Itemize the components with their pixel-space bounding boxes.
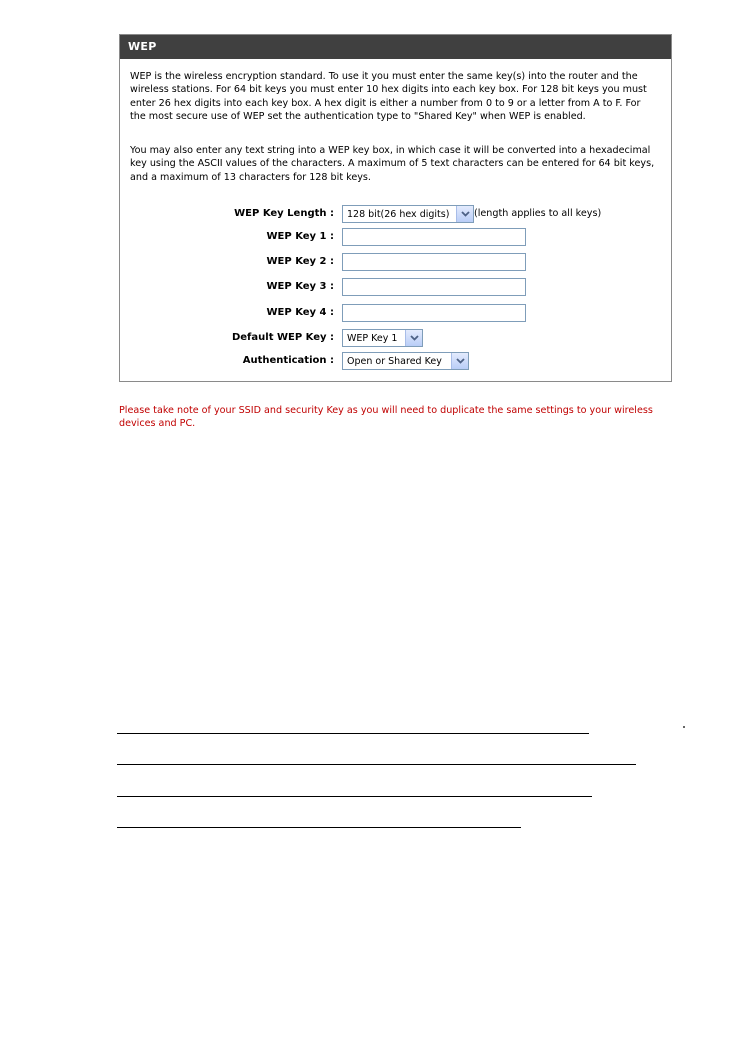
key4-label: WEP Key 4 : [266, 307, 334, 318]
authentication-select[interactable] [342, 352, 469, 370]
blank-line [117, 796, 592, 797]
chevron-down-icon[interactable] [456, 206, 473, 222]
key2-row [120, 253, 671, 273]
key-length-select[interactable] [342, 205, 474, 223]
key-length-row [120, 205, 671, 225]
wep-panel [119, 34, 672, 382]
authentication-value: Open or Shared Key [347, 355, 442, 367]
security-warning: Please take note of your SSID and security Key as you will need to duplicate the same settings to your wireless devices and PC. [119, 405, 653, 430]
page-mark [683, 726, 685, 728]
chevron-down-icon[interactable] [405, 330, 422, 346]
default-key-select[interactable] [342, 329, 423, 347]
blank-line [117, 764, 636, 765]
wep-key2-input[interactable] [342, 253, 526, 271]
default-key-value: WEP Key 1 [347, 332, 398, 344]
key1-label: WEP Key 1 : [266, 231, 334, 242]
chevron-down-icon[interactable] [451, 353, 468, 369]
wep-key4-input[interactable] [342, 304, 526, 322]
key-length-note: (length applies to all keys) [474, 208, 602, 219]
blank-line [117, 733, 589, 734]
key-length-value: 128 bit(26 hex digits) [347, 208, 450, 220]
wep-text-description: You may also enter any text string into a WEP key box, in which case it will be converted into a hexadecimal key using the ASCII values of the characters. A maximum of 5 text characters can be entered for 64 bit keys, and a maximum of 13 characters for 128 bit keys. [130, 145, 655, 183]
authentication-row [120, 352, 671, 372]
panel-title: WEP [120, 35, 671, 59]
key4-row [120, 304, 671, 324]
authentication-label: Authentication : [242, 355, 334, 366]
blank-line [117, 827, 521, 828]
key2-label: WEP Key 2 : [266, 256, 334, 267]
wep-key1-input[interactable] [342, 228, 526, 246]
key1-row [120, 228, 671, 248]
default-key-label: Default WEP Key : [231, 332, 334, 343]
key3-label: WEP Key 3 : [266, 281, 334, 292]
default-key-row [120, 329, 671, 349]
key-length-label: WEP Key Length : [234, 208, 334, 219]
wep-key3-input[interactable] [342, 278, 526, 296]
wep-description: WEP is the wireless encryption standard. To use it you must enter the same key(s) into the router and the wireless stations. For 64 bit keys you must enter 10 hex digits into each key box. For 128 bit keys you must enter 26 hex digits into each key box. A hex digit is either a number from 0 to 9 or a letter from A to F. For the most secure use of WEP set the authentication type to "Shared Key" when WEP is enabled. [130, 71, 647, 123]
key3-row [120, 278, 671, 298]
